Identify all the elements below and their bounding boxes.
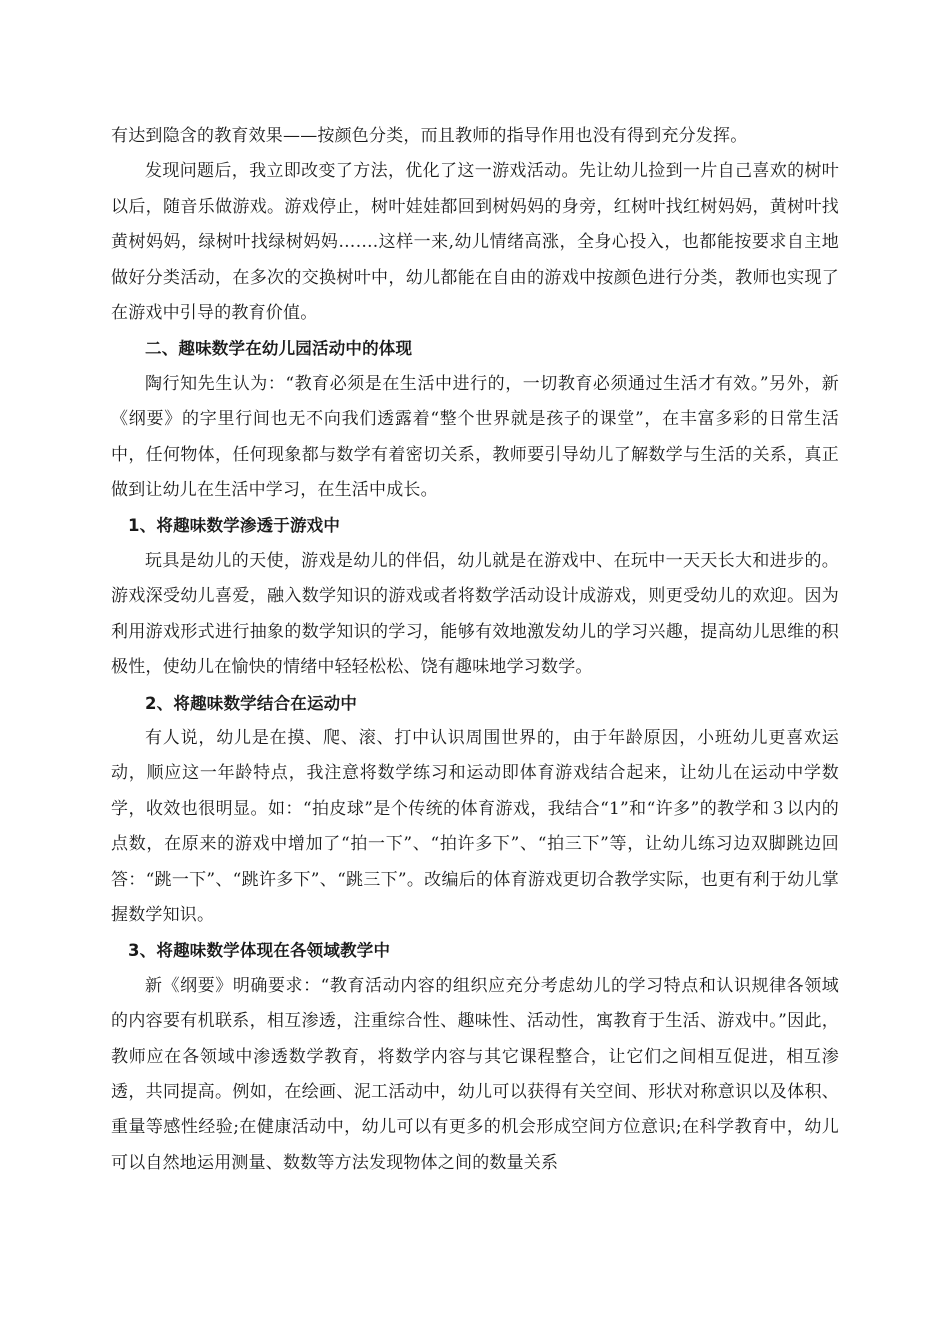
paragraph-games: 玩具是幼儿的天使，游戏是幼儿的伴侣，幼儿就是在游戏中、在玩中一天天长大和进步的。游戏深受幼儿喜爱，融入数学知识的游戏或者将数学活动设计成游戏，则更受幼儿的欢迎。因为利用游戏形式进行抽象的数学知识的学习，能够有效地激发幼儿的学习兴趣，提高幼儿思维的积极性，使幼儿在愉快的情绪中轻轻松松、饶有趣味地学习数学。 xyxy=(111,550,839,678)
paragraph-optimized-game: 发现问题后，我立即改变了方法，优化了这一游戏活动。先让幼儿捡到一片自己喜欢的树叶以后，随音乐做游戏。游戏停止，树叶娃娃都回到树妈妈的身旁，红树叶找红树妈妈，黄树叶找黄树妈妈，绿树叶找绿树妈妈…….这样一来,幼儿情绪高涨，全身心投入，也都能按要求自主地做好分类活动，在多次的交换树叶中，幼儿都能在自由的游戏中按颜色进行分类，教师也实现了在游戏中引导的教育价值。 xyxy=(111,161,839,324)
paragraph-sports: 有人说，幼儿是在摸、爬、滚、打中认识周围世界的，由于年龄原因，小班幼儿更喜欢运动，顺应这一年龄特点，我注意将数学练习和运动即体育游戏结合起来，让幼儿在运动中学数学，收效也很明显。如：“拍皮球”是个传统的体育游戏，我结合“1”和“许多”的教学和３以内的点数，在原来的游戏中增加了“拍一下”、“拍许多下”、“拍三下”等，让幼儿练习边双脚跳边回答：“跳一下”、“跳许多下”、“跳三下”。改编后的体育游戏更切合教学实际，也更有利于幼儿掌握数学知识。 xyxy=(111,727,839,925)
paragraph-tao-xingzhi: 陶行知先生认为：“教育必须是在生活中进行的，一切教育必须通过生活才有效。”另外，新《纲要》的字里行间也无不向我们透露着“整个世界就是孩子的课堂”，在丰富多彩的日常生活中，任何物体，任何现象都与数学有着密切关系，教师要引导幼儿了解数学与生活的关系，真正做到让幼儿在生活中学习，在生活中成长。 xyxy=(111,373,839,501)
subheading-1: 1、将趣味数学渗透于游戏中 xyxy=(128,516,341,536)
document-body xyxy=(111,119,839,1181)
section-heading-2: 二、趣味数学在幼儿园活动中的体现 xyxy=(145,339,413,359)
subheading-2: 2、将趣味数学结合在运动中 xyxy=(145,693,358,713)
paragraph-domains: 新《纲要》明确要求：“教育活动内容的组织应充分考虑幼儿的学习特点和认识规律各领域的内容要有机联系，相互渗透，注重综合性、趣味性、活动性，寓教育于生活、游戏中。”因此，教师应在各领域中渗透数学教育，将数学内容与其它课程整合，让它们之间相互促进，相互渗透，共同提高。例如，在绘画、泥工活动中，幼儿可以获得有关空间、形状对称意识以及体积、重量等感性经验;在健康活动中，幼儿可以有更多的机会形成空间方位意识;在科学教育中，幼儿可以自然地运用测量、数数等方法发现物体之间的数量关系 xyxy=(111,975,839,1173)
paragraph-continuation: 有达到隐含的教育效果——按颜色分类，而且教师的指导作用也没有得到充分发挥。 xyxy=(111,126,748,146)
subheading-3: 3、将趣味数学体现在各领域教学中 xyxy=(128,941,391,961)
